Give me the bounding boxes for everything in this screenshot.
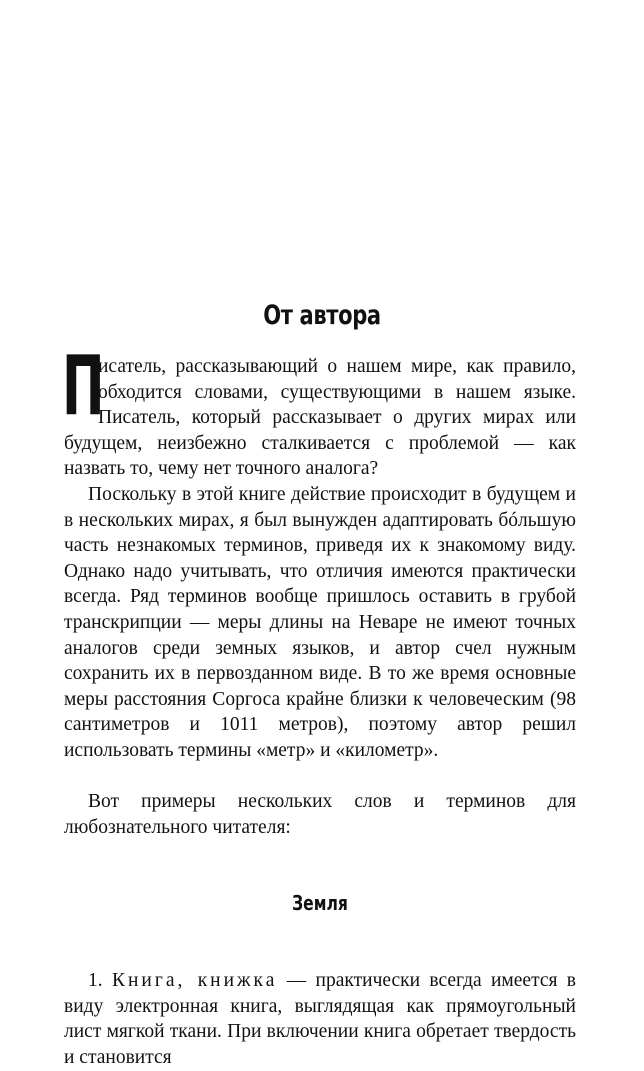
glossary-entry <box>64 968 576 1070</box>
paragraph-terms: Поскольку в этой книге действие происходит в будущем и в нескольких мирах, я был вынужден адаптировать бóльшую часть незнакомых терминов, приведя их к знакомому виду. Однако надо учитывать, что отличия имеются практически всегда. Ряд терминов вообще пришлось оставить в грубой транскрипции — меры длины на Неваре не имеют точных аналогов среди земных языков, и автор счел нужным сохранить их в первозданном виде. В то же время основные меры расстояния Соргоса крайне близки к человеческим (98 сантиметров и 1011 метров), поэтому автор решил использовать термины «метр» и «километр». <box>64 483 576 761</box>
text-body <box>62 339 577 1071</box>
drop-cap: П <box>62 339 105 434</box>
spacer <box>64 866 576 892</box>
intro-paragraph <box>62 339 576 482</box>
spacer <box>64 764 576 790</box>
spacer <box>64 840 576 866</box>
spacer <box>64 943 576 969</box>
paragraph-examples: Вот примеры нескольких слов и терминов для любознательного читателя: <box>64 791 576 838</box>
entry-number: 1. <box>88 970 103 992</box>
spacer <box>64 917 576 943</box>
intro-text: исатель, рассказывающий о нашем мире, как правило, обходится словами, существующими в нашем языке. Писатель, который рассказывает о других мирах или будущем, неизбежно сталкивается с проблемой — как назвать то, чему нет точного аналога? <box>64 356 576 480</box>
page-title: От автора <box>263 300 381 331</box>
section-heading: Земля <box>292 891 348 916</box>
entry-definition: — практически всегда имеется в виду электронная книга, выглядящая как прямоугольный лист мягкой ткани. При включении книга обретает твердость и становится <box>64 970 577 1069</box>
entry-term: Книга, книжка <box>111 970 278 992</box>
